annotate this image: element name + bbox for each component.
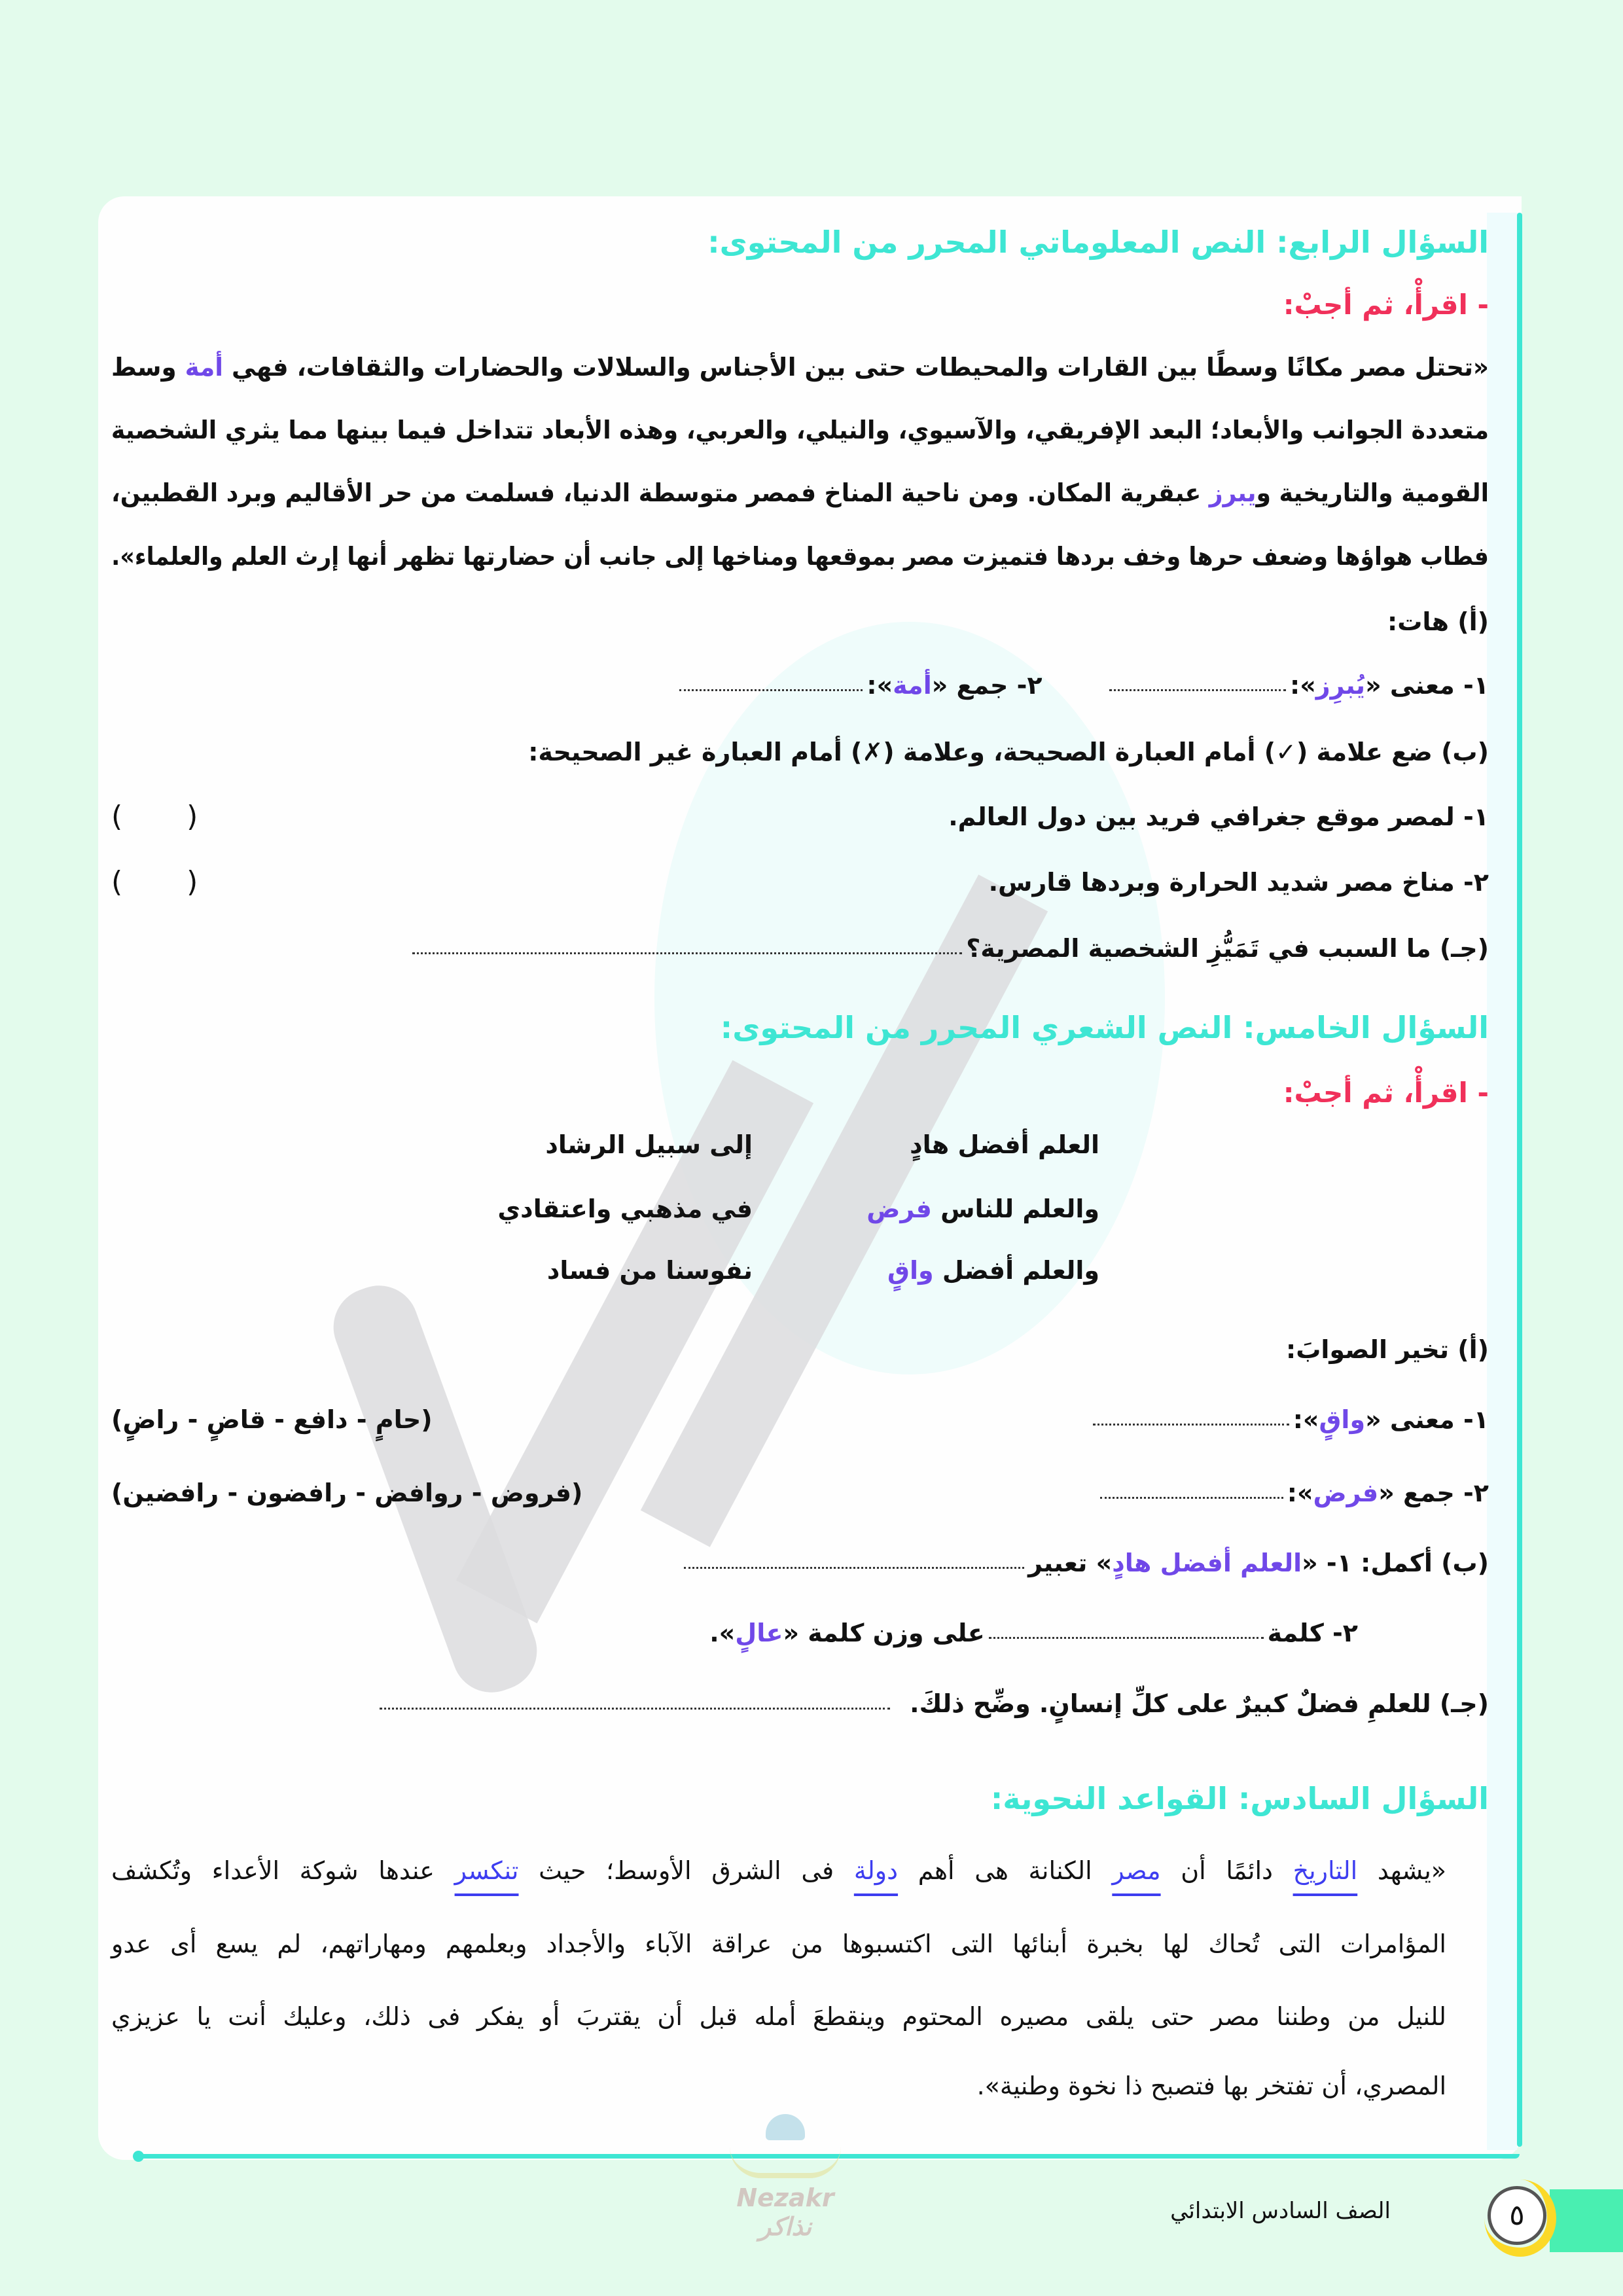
- highlight-word: أمة: [185, 353, 224, 382]
- answer-box[interactable]: ( ): [111, 800, 198, 833]
- q5-title: السؤال الخامس: النص الشعري المحرر من المحتوى:: [720, 1010, 1489, 1045]
- graduation-cap-icon: [766, 2114, 805, 2140]
- text: «تحتل مصر مكانًا وسطًا بين القارات والمحيطات حتى بين الأجناس والسلالات والحضارات والثقافات، فهي: [223, 353, 1489, 382]
- text: «يشهد: [1357, 1856, 1447, 1885]
- poem-verse-first-half: العلم أفضل هادٍ: [910, 1130, 1099, 1159]
- highlight-word: يبرز: [1209, 478, 1257, 507]
- text: ».: [709, 1619, 736, 1647]
- underlined-word[interactable]: التاريخ: [1293, 1856, 1358, 1885]
- highlight-word: عالٍ: [735, 1619, 783, 1647]
- q4-b-label: (ب) ضع علامة (✓) أمام العبارة الصحيحة، وعلامة (✗) أمام العبارة غير الصحيحة:: [528, 738, 1489, 766]
- text: والعلم للناس: [931, 1194, 1099, 1223]
- q4-a-items: [675, 666, 1489, 705]
- logo-text: Nezakr نذاكر: [736, 2183, 834, 2241]
- answer-box[interactable]: ( ): [111, 865, 198, 899]
- q6-passage-line: المصري، أن تفتخر بها فتصبح ذا نخوة وطنية».: [976, 2072, 1446, 2100]
- text: ٢- جمع «: [931, 671, 1043, 700]
- page-number: ٥: [1488, 2186, 1546, 2245]
- q4-passage-line: متعددة الجوانب والأبعاد؛ البعد الإفريقي، والآسيوي، والنيلي، والعربي، وهذه الأبعاد تتداخل فيما بينها مما يثري الشخصية: [111, 416, 1489, 444]
- answer-blank[interactable]: [412, 946, 962, 954]
- text: (جـ) ما السبب في تَمَيُّزِ الشخصية المصرية؟: [966, 934, 1489, 963]
- highlight-word: أمة: [893, 671, 932, 700]
- text: »:: [1287, 1479, 1313, 1507]
- text: وسط: [111, 353, 185, 382]
- underlined-word[interactable]: مصر: [1112, 1856, 1161, 1885]
- q4-a-label: (أ) هات:: [1387, 607, 1489, 636]
- border-end-dot: [133, 2151, 144, 2162]
- text: » تعبير: [1028, 1549, 1113, 1577]
- highlight-word: واقٍ: [887, 1256, 934, 1285]
- q6-passage-line: للنيل من وطننا مصر حتى يلقى مصيره المحتوم وينقطعَ أمله قبل أن يقتربَ أو يفكر فى ذلك، وعليك أنت يا عزيزي: [111, 2002, 1446, 2031]
- text: والعلم أفضل: [933, 1256, 1099, 1285]
- q6-title: السؤال السادس: القواعد النحوية:: [990, 1781, 1489, 1816]
- highlight-word: يُبرِز: [1315, 671, 1366, 700]
- text: الكنانة هى أهم: [898, 1856, 1113, 1885]
- q4-b-statement: ١- لمصر موقع جغرافي فريد بين دول العالم.: [948, 802, 1489, 831]
- highlight-word: العلم أفضل هادٍ: [1112, 1549, 1302, 1577]
- underlined-word[interactable]: دولة: [853, 1856, 899, 1885]
- q4-passage-line: [111, 473, 1489, 512]
- text: دائمًا أن: [1160, 1856, 1293, 1885]
- text: ٢- جمع «: [1378, 1479, 1489, 1507]
- text: عبقرية المكان. ومن ناحية المناخ فمصر متوسطة الدنيا، فسلمت من حر الأقاليم وبرد القطبين،: [111, 478, 1209, 507]
- text: »:: [1293, 1405, 1319, 1434]
- card-edge-shade: [1487, 213, 1517, 2150]
- poem-verse-first-half: [866, 1189, 1099, 1229]
- page-tab: [1550, 2189, 1623, 2252]
- text: »:: [866, 671, 893, 700]
- answer-blank[interactable]: [679, 683, 863, 691]
- q5-a-item: [1089, 1400, 1489, 1439]
- underlined-word[interactable]: تنكسر: [454, 1856, 519, 1885]
- card-right-border: [1517, 213, 1522, 2147]
- text: على وزن كلمة «: [783, 1619, 985, 1647]
- q6-passage-line: المؤامرات التى تُحاك لها بخبرة أبنائها التى اكتسبوها من عراقة الآباء والأجداد وبعلمهم ومهاراتهم، لم يسع أى عدو: [111, 1929, 1446, 1958]
- highlight-word: فرض: [866, 1194, 932, 1223]
- q5-b-item: [709, 1613, 1358, 1653]
- text: ١- معنى «: [1365, 1405, 1489, 1434]
- text: ٢- كلمة: [1267, 1619, 1358, 1647]
- poem-verse-second-half: نفوسنا من فساد: [546, 1256, 753, 1285]
- highlight-word: فرض: [1313, 1479, 1379, 1507]
- q5-b-item: [680, 1543, 1489, 1583]
- text: (ب) أكمل: ١- «: [1302, 1549, 1489, 1577]
- q5-a-options: (فروض - روافض - رافضون - رافضين): [111, 1479, 583, 1507]
- q5-a-options: (حامٍ - دافع - قاضٍ - راضٍ): [111, 1405, 433, 1434]
- answer-blank[interactable]: [380, 1701, 890, 1710]
- q5-c-question: [376, 1684, 1489, 1723]
- answer-blank[interactable]: [1100, 1490, 1283, 1499]
- answer-blank[interactable]: [989, 1630, 1264, 1639]
- q6-passage-line: [111, 1851, 1446, 1890]
- text: ١- معنى «: [1365, 671, 1489, 700]
- text: عندها شوكة الأعداء وتُكشف: [111, 1856, 455, 1885]
- poem-verse-first-half: [887, 1251, 1099, 1290]
- answer-blank[interactable]: [684, 1560, 1024, 1569]
- q4-c-question: [408, 929, 1489, 968]
- q5-a-item: [1096, 1473, 1489, 1513]
- book-icon: [730, 2147, 841, 2178]
- q4-instruction: - اقرأْ، ثم أجبْ:: [1283, 289, 1489, 321]
- highlight-word: واقٍ: [1319, 1405, 1366, 1434]
- grade-label: الصف السادس الابتدائي: [1170, 2198, 1391, 2224]
- q5-a-label: (أ) تخير الصوابَ:: [1286, 1335, 1489, 1364]
- q4-title: السؤال الرابع: النص المعلوماتي المحرر من المحتوى:: [707, 224, 1489, 260]
- text: فى الشرق الأوسط؛ حيث: [518, 1856, 854, 1885]
- q4-passage-line: [111, 348, 1489, 387]
- q4-b-statement: ٢- مناخ مصر شديد الحرارة وبردها قارس.: [988, 868, 1489, 897]
- q5-instruction: - اقرأْ، ثم أجبْ:: [1283, 1077, 1489, 1109]
- answer-blank[interactable]: [1093, 1417, 1289, 1426]
- poem-verse-second-half: إلى سبيل الرشاد: [545, 1130, 753, 1159]
- text: القومية والتاريخية و: [1256, 478, 1489, 507]
- answer-blank[interactable]: [1109, 683, 1286, 691]
- q4-passage-line: فطاب هواؤها وضعف حرها وخف بردها فتميزت مصر بموقعها ومناخها إلى جانب أن حضارتها تظهر أنها إرث العلم والعلماء».: [111, 542, 1489, 571]
- nezakr-logo: [720, 2114, 851, 2241]
- poem-verse-second-half: في مذهبي واعتقادي: [497, 1194, 753, 1223]
- text: »:: [1290, 671, 1316, 700]
- text: (جـ) للعلمِ فضلٌ كبيرٌ على كلِّ إنسانٍ. وضِّح ذلكَ.: [910, 1689, 1489, 1718]
